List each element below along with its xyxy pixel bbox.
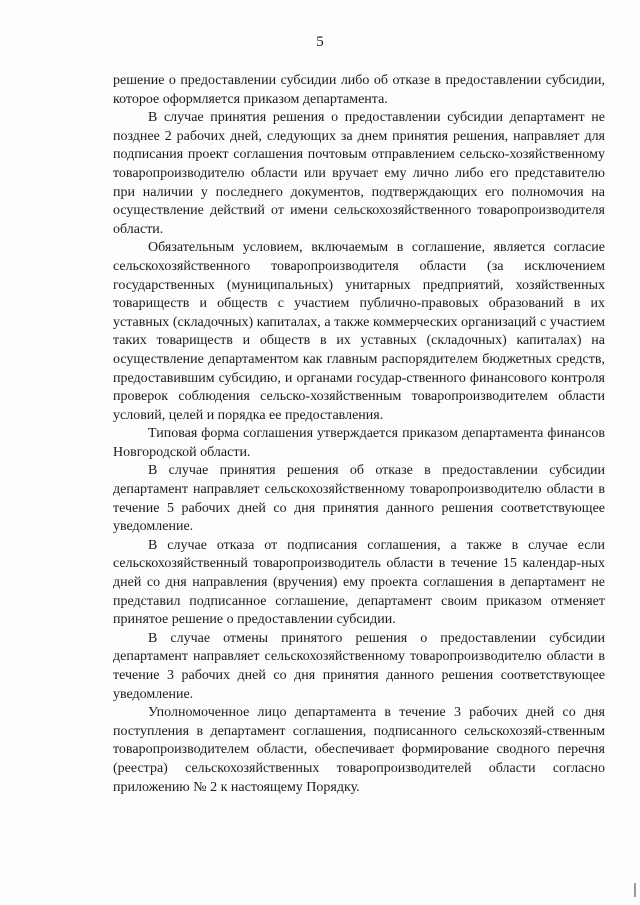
scan-edge-mark — [634, 883, 636, 897]
paragraph-decision-cancellation: В случае отмены принятого решения о предоставлении субсидии департамент направляет сельскохозяйственному товаропроизводителю области в течение 3 рабочих дней со дня принятия данного решения соответствующее уведомление. — [113, 630, 605, 702]
paragraph-mandatory-condition: Обязательным условием, включаемым в соглашение, является согласие сельскохозяйственного товаропроизводителя области (за исключением государственных (муниципальных) унитарных предприятий, хозяйственных товариществ и обществ с участием публично-правовых образований в их уставных (складочных) капиталах, а также коммерческих организаций с участием таких товариществ и обществ в их уставных (складочных) капиталах) на осуществление департаментом как главным распорядителем бюджетных средств, предоставившим субсидию, и органами государ-ственного финансового контроля проверок соблюдения сельско-хозяйственным товаропроизводителем области условий, целей и порядка ее предоставления. — [113, 240, 605, 423]
paragraph-decision-continuation: решение о предоставлении субсидии либо об отказе в предоставлении субсидии, которое оформляется приказом департамента. — [113, 73, 605, 107]
paragraph-standard-form: Типовая форма соглашения утверждается приказом департамента финансов Новгородской области. — [113, 426, 605, 460]
paragraph-signing-refusal: В случае отказа от подписания соглашения, а также в случае если сельскохозяйственный товаропроизводитель области в течение 15 календар-ных дней со дня направления (вручения) ему проекта соглашения в департамент не представил подписанное соглашение, департамент своим приказом отменяет принятое решение о предоставлении субсидии. — [113, 537, 605, 628]
paragraph-agreement-sending: В случае принятия решения о предоставлении субсидии департамент не позднее 2 рабочих дней, следующих за днем принятия решения, направляет для подписания проект соглашения почтовым отправлением сельско-хозяйственному товаропроизводителю области или вручает ему лично либо его представителю при наличии у последнего документов, подтверждающих его полномочия на осуществление действий от имени сельскохозяйственного товаропроизводителя области. — [113, 110, 605, 237]
document-body — [113, 72, 605, 797]
page-number: 5 — [316, 34, 324, 50]
paragraph-registry-formation: Уполномоченное лицо департамента в течение 3 рабочих дней со дня поступления в департамент соглашения, подписанного сельскохозяй-ственным товаропроизводителем области, обеспечивает формирование сводного перечня (реестра) сельскохозяйственных товаропроизводителей области согласно приложению № 2 к настоящему Порядку. — [113, 705, 605, 795]
paragraph-refusal-notice: В случае принятия решения об отказе в предоставлении субсидии департамент направляет сельскохозяйственному товаропроизводителю области в течение 5 рабочих дней со дня принятия данного решения соответствующее уведомление. — [113, 463, 605, 535]
